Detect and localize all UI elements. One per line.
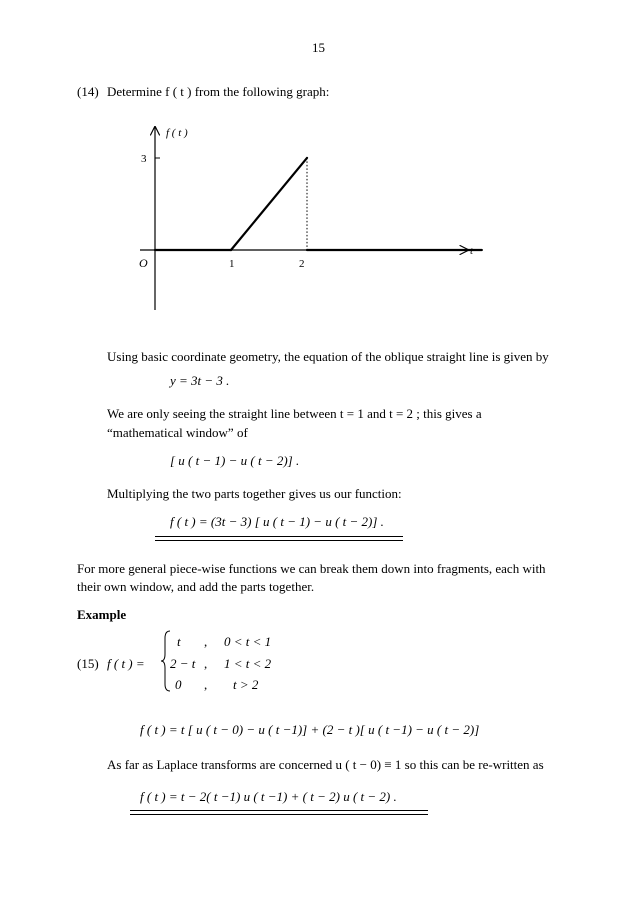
case-3-comma: , bbox=[204, 677, 208, 692]
origin-label: O bbox=[139, 256, 148, 270]
equation-result-15: f ( t ) = t − 2( t −1) u ( t −1) + ( t − 2) u ( t − 2) . bbox=[140, 789, 397, 804]
graph-segment-2 bbox=[231, 158, 307, 250]
function-graph bbox=[0, 110, 638, 440]
paragraph-window-line1: We are only seeing the straight line between t = 1 and t = 2 ; this gives a bbox=[107, 406, 482, 421]
page-number: 15 bbox=[312, 40, 325, 55]
y-axis-label: f ( t ) bbox=[166, 127, 188, 139]
case-2-expr: 2 − t bbox=[170, 656, 196, 671]
case-3-expr: 0 bbox=[175, 677, 182, 692]
double-rule-15-top bbox=[130, 810, 428, 811]
double-rule-14-top bbox=[155, 536, 403, 537]
equation-line: y = 3t − 3 . bbox=[170, 373, 230, 388]
problem-14-text: Determine f ( t ) from the following graph: bbox=[107, 84, 330, 99]
problem-15-lhs: f ( t ) = bbox=[107, 656, 145, 671]
problem-14-number: (14) bbox=[77, 84, 99, 99]
equation-window-expansion: f ( t ) = t [ u ( t − 0) − u ( t −1)] + (2 − t )[ u ( t −1) − u ( t − 2)] bbox=[140, 722, 480, 737]
equation-window: [ u ( t − 1) − u ( t − 2)] . bbox=[170, 453, 300, 468]
case-2-condition: 1 < t < 2 bbox=[224, 656, 272, 671]
x-tick-label-1: 1 bbox=[229, 258, 235, 270]
y-tick-label-3: 3 bbox=[141, 153, 147, 165]
case-1-comma: , bbox=[204, 634, 208, 649]
equation-result-14: f ( t ) = (3t − 3) [ u ( t − 1) − u ( t − 2)] . bbox=[170, 514, 384, 529]
paragraph-window-line2: “mathematical window” of bbox=[107, 425, 248, 440]
paragraph-multiply: Multiplying the two parts together gives us our function: bbox=[107, 486, 402, 501]
problem-15-number: (15) bbox=[77, 656, 99, 671]
double-rule-15-bottom bbox=[130, 814, 428, 815]
paragraph-piecewise-line1: For more general piece-wise functions we can break them down into fragments, each with bbox=[77, 561, 546, 576]
paragraph-line-equation-intro: Using basic coordinate geometry, the equation of the oblique straight line is given by bbox=[107, 349, 549, 364]
double-rule-14-bottom bbox=[155, 540, 403, 541]
case-2-comma: , bbox=[204, 656, 208, 671]
case-1-expr: t bbox=[177, 634, 181, 649]
paragraph-laplace-note: As far as Laplace transforms are concerned u ( t − 0) ≡ 1 so this can be re-written as bbox=[107, 757, 544, 772]
x-axis-label: t bbox=[470, 245, 474, 257]
example-heading: Example bbox=[77, 607, 127, 622]
case-3-condition: t > 2 bbox=[233, 677, 259, 692]
x-tick-label-2: 2 bbox=[299, 258, 305, 270]
case-1-condition: 0 < t < 1 bbox=[224, 634, 272, 649]
paragraph-piecewise-line2: their own window, and add the parts together. bbox=[77, 579, 315, 594]
